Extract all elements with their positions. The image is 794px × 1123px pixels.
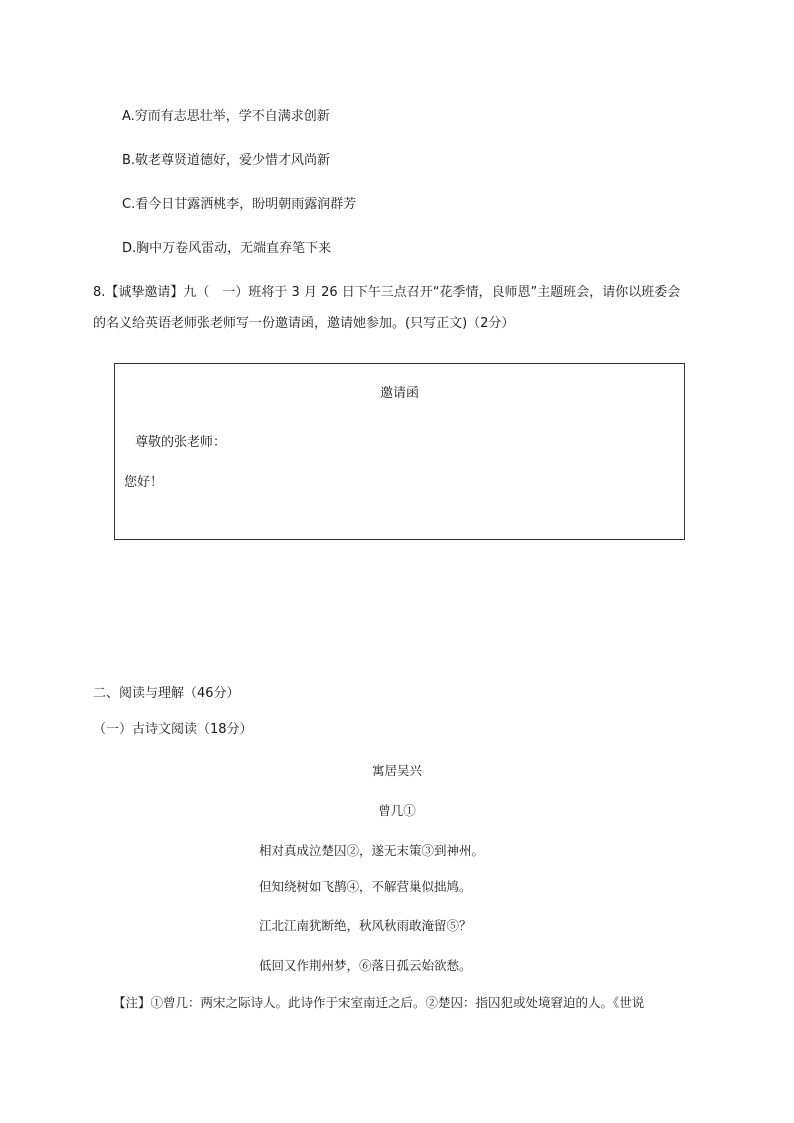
poem-note bbox=[113, 994, 644, 1012]
invitation-hello: 您好！ bbox=[124, 475, 164, 490]
option-c: C.看今日甘露洒桃李，盼明朝雨露润群芳 bbox=[122, 197, 357, 212]
note-label: 【注】 bbox=[113, 995, 151, 1010]
option-d: D.胸中万卷风雷动，无端直弃笔下来 bbox=[122, 241, 332, 256]
poem-line-3: 江北江南犹断绝，秋风秋雨敢淹留⑤？ bbox=[259, 918, 472, 933]
poem-line-4: 低回又作荆州梦，⑥落日孤云始欲愁。 bbox=[259, 958, 472, 973]
poem-line-2: 但知绕树如飞鹊④，不解营巢似拙鸠。 bbox=[259, 879, 472, 894]
invitation-title: 邀请函 bbox=[379, 386, 419, 401]
question8-line1: 8.【诚挚邀请】九（ 一）班将于 3 月 26 日下午三点召开“花季情，良师恩”主题班会，请你以班委会 bbox=[93, 285, 681, 300]
invitation-box bbox=[114, 363, 685, 540]
section2-heading: 二、阅读与理解（46分） bbox=[93, 686, 240, 701]
question8-line2: 的名义给英语老师张老师写一份邀请函，邀请她参加。(只写正文)（2分） bbox=[93, 316, 515, 331]
poem-title: 寓居吴兴 bbox=[371, 763, 422, 778]
option-a: A.穷而有志思壮举，学不自满求创新 bbox=[122, 109, 330, 124]
poem-line-1: 相对真成泣楚囚②，遂无末策③到神州。 bbox=[259, 843, 485, 858]
invitation-greeting: 尊敬的张老师： bbox=[135, 435, 227, 450]
section2-sub: （一）古诗文阅读（18分） bbox=[93, 722, 253, 737]
option-b: B.敬老尊贤道德好，爱少惜才风尚新 bbox=[122, 153, 331, 168]
poem-author: 曾几① bbox=[378, 803, 416, 818]
note-text: ①曾几：两宋之际诗人。此诗作于宋室南迁之后。②楚囚：指囚犯或处境窘迫的人。《世说 bbox=[150, 995, 645, 1010]
